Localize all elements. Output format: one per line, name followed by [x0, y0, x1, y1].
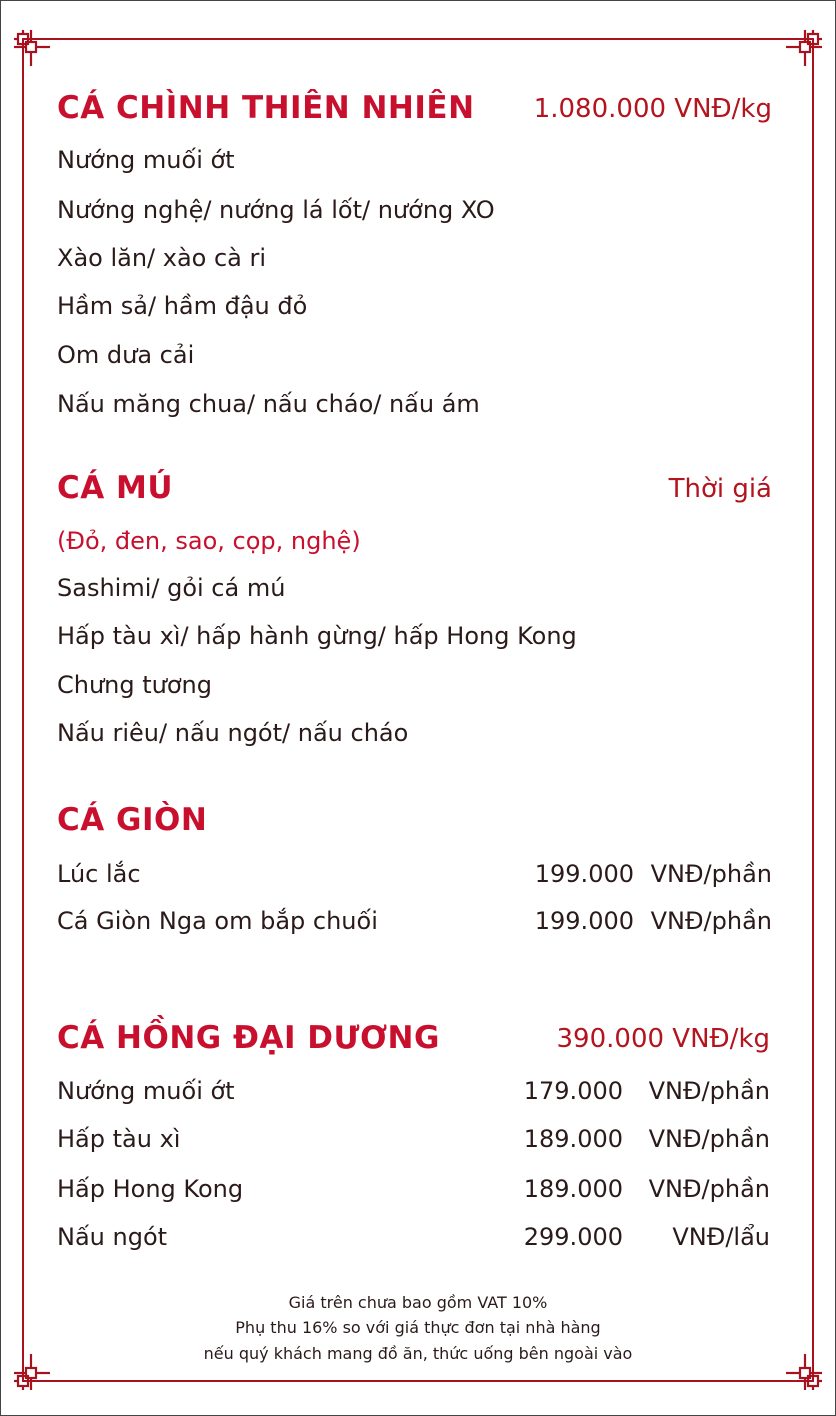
menu-item: Chưng tương — [57, 671, 213, 699]
section-title-ca-gion: CÁ GIÒN — [57, 802, 208, 838]
item-price: 189.000 — [523, 1125, 623, 1153]
menu-item: Hấp Hong Kong — [57, 1175, 244, 1203]
item-price: 179.000 — [523, 1077, 623, 1105]
menu-item: Xào lăn/ xào cà ri — [57, 244, 267, 272]
menu-item: Lúc lắc — [57, 860, 141, 888]
item-price: 199.000 — [534, 907, 634, 935]
footer-note-vat: Giá trên chưa bao gồm VAT 10% — [288, 1293, 548, 1312]
section-price-ca-mu: Thời giá — [668, 474, 772, 504]
menu-item: Sashimi/ gỏi cá mú — [57, 574, 286, 602]
item-unit: VNĐ/phần — [650, 907, 772, 935]
menu-item: Om dưa cải — [57, 341, 195, 369]
footer-note-outside-food: nếu quý khách mang đồ ăn, thức uống bên ngoài vào — [203, 1344, 633, 1363]
menu-item: Hấp tàu xì — [57, 1125, 181, 1153]
menu-item: Nướng nghệ/ nướng lá lốt/ nướng XO — [57, 196, 495, 224]
item-price: 189.000 — [523, 1175, 623, 1203]
item-price: 199.000 — [534, 860, 634, 888]
item-unit: VNĐ/phần — [650, 860, 772, 888]
item-unit: VNĐ/lẩu — [672, 1223, 770, 1251]
menu-item: Hầm sả/ hầm đậu đỏ — [57, 292, 308, 320]
section-title-ca-mu: CÁ MÚ — [57, 470, 174, 506]
section-price-ca-chinh: 1.080.000 VNĐ/kg — [533, 94, 772, 124]
menu-item: Nướng muối ớt — [57, 1077, 235, 1105]
item-unit: VNĐ/phần — [648, 1077, 770, 1105]
corner-ornament-icon — [784, 28, 824, 68]
section-price-ca-hong: 390.000 VNĐ/kg — [556, 1024, 770, 1054]
section-title-ca-chinh: CÁ CHÌNH THIÊN NHIÊN — [57, 90, 475, 126]
footer-note-surcharge: Phụ thu 16% so với giá thực đơn tại nhà hàng — [235, 1318, 601, 1337]
item-price: 299.000 — [523, 1223, 623, 1251]
menu-item: Nấu riêu/ nấu ngót/ nấu cháo — [57, 719, 409, 747]
menu-item: Nướng muối ớt — [57, 146, 235, 174]
menu-item: Nấu măng chua/ nấu cháo/ nấu ám — [57, 390, 480, 418]
section-note: (Đỏ, đen, sao, cọp, nghệ) — [57, 527, 361, 555]
section-title-ca-hong: CÁ HỒNG ĐẠI DƯƠNG — [57, 1020, 440, 1056]
item-unit: VNĐ/phần — [648, 1125, 770, 1153]
corner-ornament-icon — [12, 28, 52, 68]
item-unit: VNĐ/phần — [648, 1175, 770, 1203]
menu-item: Nấu ngót — [57, 1223, 168, 1251]
menu-item: Hấp tàu xì/ hấp hành gừng/ hấp Hong Kong — [57, 622, 577, 650]
menu-item: Cá Giòn Nga om bắp chuối — [57, 907, 378, 935]
